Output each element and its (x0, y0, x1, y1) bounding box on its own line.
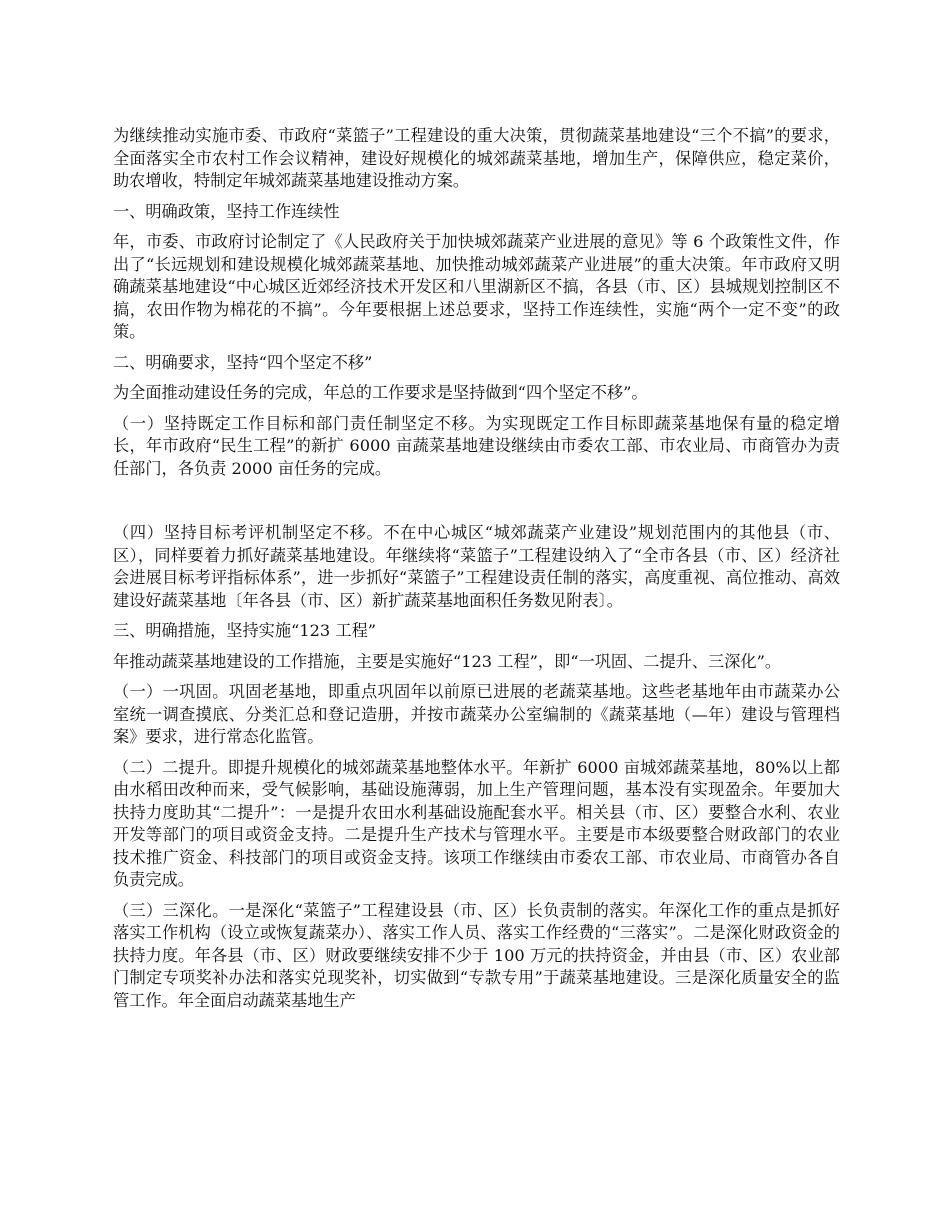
section-heading-2: 二、明确要求，坚持“四个坚定不移” (113, 352, 373, 372)
section-heading-3: 三、明确措施，坚持实施“123 工程” (113, 621, 377, 640)
section-3-item-3-paragraph: （三）三深化。一是深化“菜篮子”工程建设县（市、区）长负责制的落实。年深化工作的重点是抓好落实工作机构（设立或恢复蔬菜办）、落实工作人员、落实工作经费的“三落实”。二是深化财政资金的扶持力度。年各县（市、区）财政要继续安排不少于 100 万元的扶持资金，并由县（市、区）农业部门制定专项奖补办法和落实兑现奖补，切实做到“专款专用”于蔬菜基地建设。三是深化质量安全的监管工作。年全面启动蔬菜基地生产 (113, 900, 840, 1010)
section-2-item-4-paragraph: （四）坚持目标考评机制坚定不移。不在中心城区“城郊蔬菜产业建设”规划范围内的其他县（市、区），同样要着力抓好蔬菜基地建设。年继续将“菜篮子”工程建设纳入了“全市各县（市、区）经济社会进展目标考评指标体系”，进一步抓好“菜篮子”工程建设责任制的落实，高度重视、高位推动、高效建设好蔬菜基地〔年各县（市、区）新扩蔬菜基地面积任务数见附表〕。 (113, 523, 840, 610)
section-3-item-2-paragraph: （二）二提升。即提升规模化的城郊蔬菜基地整体水平。年新扩 6000 亩城郊蔬菜基地，80%以上都由水稻田改种而来，受气候影响，基础设施薄弱，加上生产管理问题，基本没有实现盈余。年要加大扶持力度助其“二提升”：一是提升农田水利基础设施配套水平。相关县（市、区）要整合水利、农业开发等部门的项目或资金支持。二是提升生产技术与管理水平。主要是市本级要整合财政部门的农业技术推广资金、科技部门的项目或资金支持。该项工作继续由市委农工部、市农业局、市商管办各自负责完成。 (113, 757, 840, 889)
section-1-paragraph: 年，市委、市政府讨论制定了《人民政府关于加快城郊蔬菜产业进展的意见》等 6 个政策性文件，作出了“长远规划和建设规模化城郊蔬菜基地、加快推动城郊蔬菜产业进展”的重大决策。年市政府又明确蔬菜基地建设“中心城区近郊经济技术开发区和八里湖新区不搞，各县（市、区）县城规划控制区不搞，农田作物为棉花的不搞”。今年要根据上述总要求，坚持工作连续性，实施“两个一定不变”的政策。 (113, 232, 840, 341)
section-heading-1: 一、明确政策，坚持工作连续性 (113, 201, 340, 221)
intro-paragraph: 为继续推动实施市委、市政府“菜篮子”工程建设的重大决策，贯彻蔬菜基地建设“三个不搞”的要求，全面落实全市农村工作会议精神，建设好规模化的城郊蔬菜基地，增加生产，保障供应，稳定菜价，助农增收，特制定年城郊蔬菜基地建设推动方案。 (113, 126, 840, 190)
document-body (113, 125, 840, 1020)
section-3-item-1-paragraph: （一）一巩固。巩固老基地，即重点巩固年以前原已进展的老蔬菜基地。这些老基地年由市蔬菜办公室统一调查摸底、分类汇总和登记造册，并按市蔬菜办公室编制的《蔬菜基地（—年）建设与管理档案》要求，进行常态化监管。 (113, 682, 840, 746)
section-2-item-1-paragraph: （一）坚持既定工作目标和部门责任制坚定不移。为实现既定工作目标即蔬菜基地保有量的稳定增长，年市政府“民生工程”的新扩 6000 亩蔬菜基地建设继续由市委农工部、市农业局、市商管办为责任部门，各负责 2000 亩任务的完成。 (113, 413, 840, 478)
section-3-intro-paragraph: 年推动蔬菜基地建设的工作措施，主要是实施好“123 工程”，即“一巩固、二提升、三深化”。 (113, 651, 782, 671)
section-2-intro-paragraph: 为全面推动建设任务的完成，年总的工作要求是坚持做到“四个坚定不移”。 (113, 383, 648, 402)
